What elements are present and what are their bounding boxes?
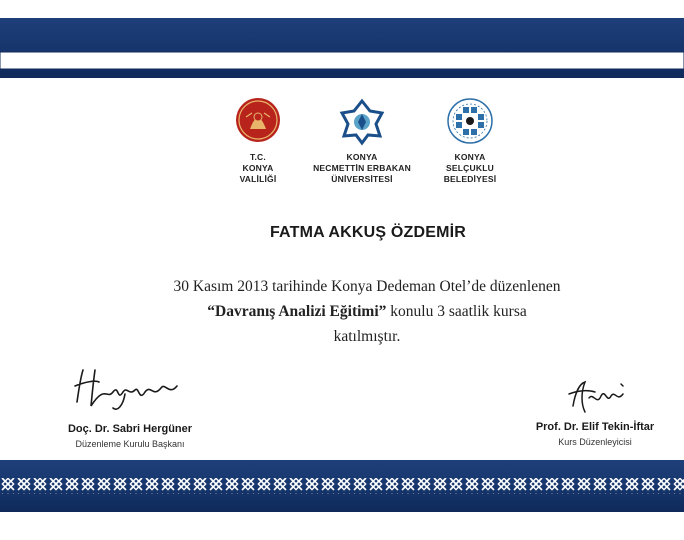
valilik-caption-line-3: VALİLİĞİ xyxy=(239,174,277,184)
certificate-body xyxy=(0,274,684,349)
neu-emblem-icon xyxy=(336,95,388,147)
left-signatory-name: Doç. Dr. Sabri Hergüner xyxy=(67,423,193,435)
neu-university-logo xyxy=(300,95,424,185)
valilik-caption-line-1: T.C. xyxy=(250,152,266,162)
body-line-3: katılmıştır. xyxy=(333,328,401,345)
right-signatory-role: Kurs Düzenleyicisi xyxy=(558,437,632,447)
neu-caption-line-2: NECMETTİN ERBAKAN xyxy=(313,163,411,173)
top-knot-pattern xyxy=(0,18,684,78)
neu-caption-line-3: ÜNİVERSİTESİ xyxy=(331,174,393,184)
right-signatory-name: Prof. Dr. Elif Tekin-İftar xyxy=(535,421,655,433)
valilik-emblem-icon xyxy=(230,95,286,147)
bottom-knot-pattern xyxy=(0,460,684,512)
selcuklu-emblem-icon xyxy=(444,95,496,147)
valilik-caption-line-2: KONYA xyxy=(242,163,274,173)
selcuklu-caption-line-3: BELEDİYESİ xyxy=(443,174,497,184)
neu-caption-line-1: KONYA xyxy=(346,152,378,162)
left-handwritten-signature xyxy=(65,362,195,418)
body-line-2-rest: konulu 3 saatlik kursa xyxy=(386,303,527,320)
selcuklu-municipality-logo xyxy=(430,95,510,185)
konya-valiligi-logo xyxy=(222,95,294,185)
top-ornamental-band xyxy=(0,18,684,78)
recipient-name: FATMA AKKUŞ ÖZDEMİR xyxy=(269,224,467,241)
bottom-ornamental-band xyxy=(0,460,684,512)
body-line-2 xyxy=(50,299,684,324)
course-title: “Davranış Analizi Eğitimi” xyxy=(207,303,387,320)
left-signatory-role: Düzenleme Kurulu Başkanı xyxy=(75,439,185,449)
selcuklu-caption-line-2: SELÇUKLU xyxy=(446,163,494,173)
right-handwritten-signature xyxy=(545,376,645,416)
body-line-1: 30 Kasım 2013 tarihinde Konya Dedeman Otel’de düzenlenen xyxy=(173,278,561,295)
selcuklu-caption-line-1: KONYA xyxy=(454,152,486,162)
right-signatory xyxy=(520,376,670,447)
left-signatory xyxy=(40,362,220,449)
